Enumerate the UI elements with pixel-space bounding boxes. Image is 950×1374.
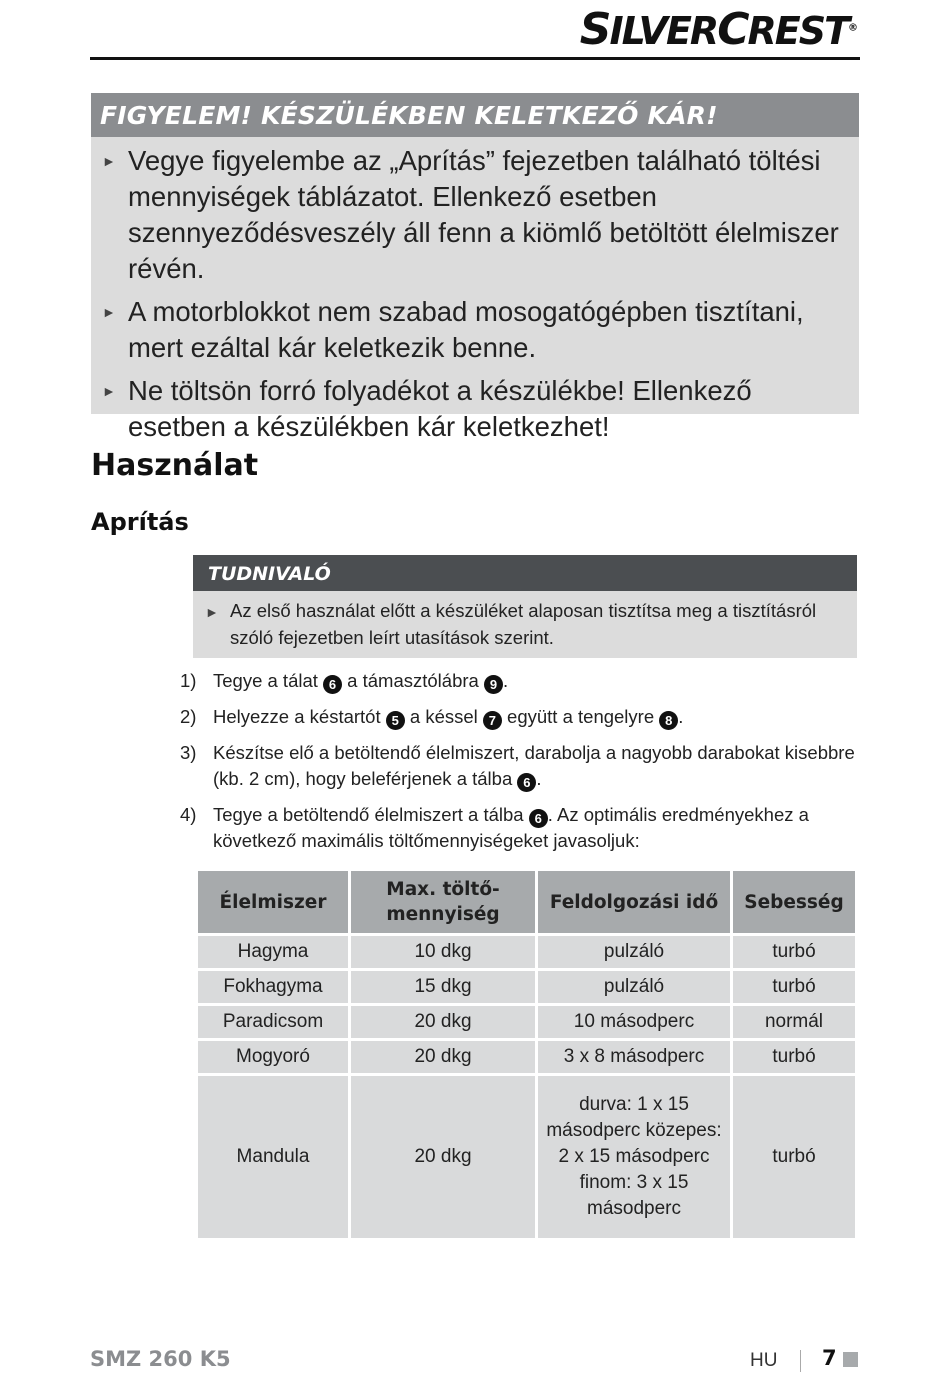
table-cell: 20 dkg	[350, 1075, 537, 1240]
step-item	[180, 740, 860, 792]
warning-item-text: A motorblokkot nem szabad mosogatógépben tisztítani, mert ezáltal kár keletkezik benne.	[128, 296, 804, 363]
model-number: SMZ 260 K5	[90, 1347, 231, 1371]
step-text: a késsel	[404, 706, 483, 727]
part-number-badge: 6	[529, 809, 548, 828]
table-cell: 20 dkg	[350, 1040, 537, 1075]
part-number-badge: 6	[323, 675, 342, 694]
language-code: HU	[750, 1350, 778, 1371]
step-text: Készítse elő a betöltendő élelmiszert, darabolja a nagyobb darabokat kisebbre (kb. 2 cm), hogy beleférjenek a tálba	[213, 742, 855, 789]
table-cell: 10 dkg	[350, 935, 537, 970]
page-marker	[843, 1352, 858, 1367]
table-header: Élelmiszer	[197, 870, 350, 935]
part-number-badge: 7	[483, 711, 502, 730]
table-cell: Mogyoró	[197, 1040, 350, 1075]
step-text: együtt a tengelyre	[501, 706, 660, 727]
table-cell: durva: 1 x 15 másodperc közepes: 2 x 15 másodperc finom: 3 x 15 másodperc	[537, 1075, 732, 1240]
note-box	[193, 555, 857, 658]
part-number-badge: 8	[659, 711, 678, 730]
arrow-bullet-icon: ►	[102, 304, 116, 320]
table-row	[197, 1040, 857, 1075]
table-cell: turbó	[732, 935, 857, 970]
table-cell: turbó	[732, 1040, 857, 1075]
table-cell: turbó	[732, 1075, 857, 1240]
step-number: 1)	[180, 670, 197, 691]
warning-title: FIGYELEM! KÉSZÜLÉKBEN KELETKEZŐ KÁR!	[91, 93, 859, 137]
subsection-title: Aprítás	[91, 508, 189, 536]
step-text: Tegye a tálat	[213, 670, 324, 691]
warning-item-text: Vegye figyelembe az „Aprítás” fejezetben található töltési mennyiségek táblázatot. Ellenkező esetben szennyeződésveszély áll fenn a kiömlő betöltött élelmiszer révén.	[128, 145, 839, 284]
step-text: a támasztólábra	[342, 670, 484, 691]
steps-list	[180, 668, 860, 864]
warning-item-text: Ne töltsön forró folyadékot a készülékbe! Ellenkező esetben a készülékben kár keletkezhet!	[128, 375, 752, 442]
table-row	[197, 970, 857, 1005]
step-item	[180, 704, 860, 730]
note-item	[193, 591, 857, 651]
note-text: Az első használat előtt a készüléket alaposan tisztítsa meg a tisztításról szóló fejezetben leírt utasítások szerint.	[230, 600, 817, 648]
table-cell: Paradicsom	[197, 1005, 350, 1040]
table-cell: 10 másodperc	[537, 1005, 732, 1040]
table-header: Feldolgozási idő	[537, 870, 732, 935]
warning-item	[102, 373, 847, 445]
table-cell: Fokhagyma	[197, 970, 350, 1005]
part-number-badge: 5	[386, 711, 405, 730]
table-cell: 20 dkg	[350, 1005, 537, 1040]
step-text: Tegye a betöltendő élelmiszert a tálba	[213, 804, 529, 825]
table-cell: turbó	[732, 970, 857, 1005]
table-cell: 15 dkg	[350, 970, 537, 1005]
table-cell: Hagyma	[197, 935, 350, 970]
table-cell: normál	[732, 1005, 857, 1040]
step-text: .	[536, 768, 542, 789]
part-number-badge: 9	[484, 675, 503, 694]
arrow-bullet-icon: ►	[102, 383, 116, 399]
footer-separator	[800, 1350, 801, 1372]
table-header: Max. töltő-mennyiség	[350, 870, 537, 935]
table-cell: Mandula	[197, 1075, 350, 1240]
table-cell: pulzáló	[537, 970, 732, 1005]
step-item	[180, 802, 860, 854]
step-number: 4)	[180, 804, 197, 825]
table-row	[197, 935, 857, 970]
section-title: Használat	[91, 448, 259, 483]
warning-box	[91, 93, 859, 442]
step-text: .	[678, 706, 684, 727]
arrow-bullet-icon: ►	[102, 153, 116, 169]
page-number: 7	[822, 1346, 837, 1370]
warning-item	[102, 143, 847, 287]
header-rule	[90, 57, 860, 60]
table-cell: 3 x 8 másodperc	[537, 1040, 732, 1075]
part-number-badge: 6	[517, 773, 536, 792]
step-text: Helyezze a késtartót	[213, 706, 386, 727]
table-row	[197, 1075, 857, 1240]
step-text: . Az optimális eredményekhez a következő maximális töltőmennyiségeket javasoljuk:	[213, 804, 809, 851]
step-item	[180, 668, 860, 694]
step-number: 2)	[180, 706, 197, 727]
silvercrest-logo: SILVERCREST®	[579, 4, 858, 55]
arrow-bullet-icon: ►	[205, 604, 219, 620]
filling-quantities-table	[195, 868, 858, 1241]
note-title: TUDNIVALÓ	[193, 555, 857, 591]
table-cell: pulzáló	[537, 935, 732, 970]
table-row	[197, 1005, 857, 1040]
step-text: .	[502, 670, 509, 691]
table-header: Sebesség	[732, 870, 857, 935]
step-number: 3)	[180, 742, 197, 763]
warning-item	[102, 294, 847, 366]
